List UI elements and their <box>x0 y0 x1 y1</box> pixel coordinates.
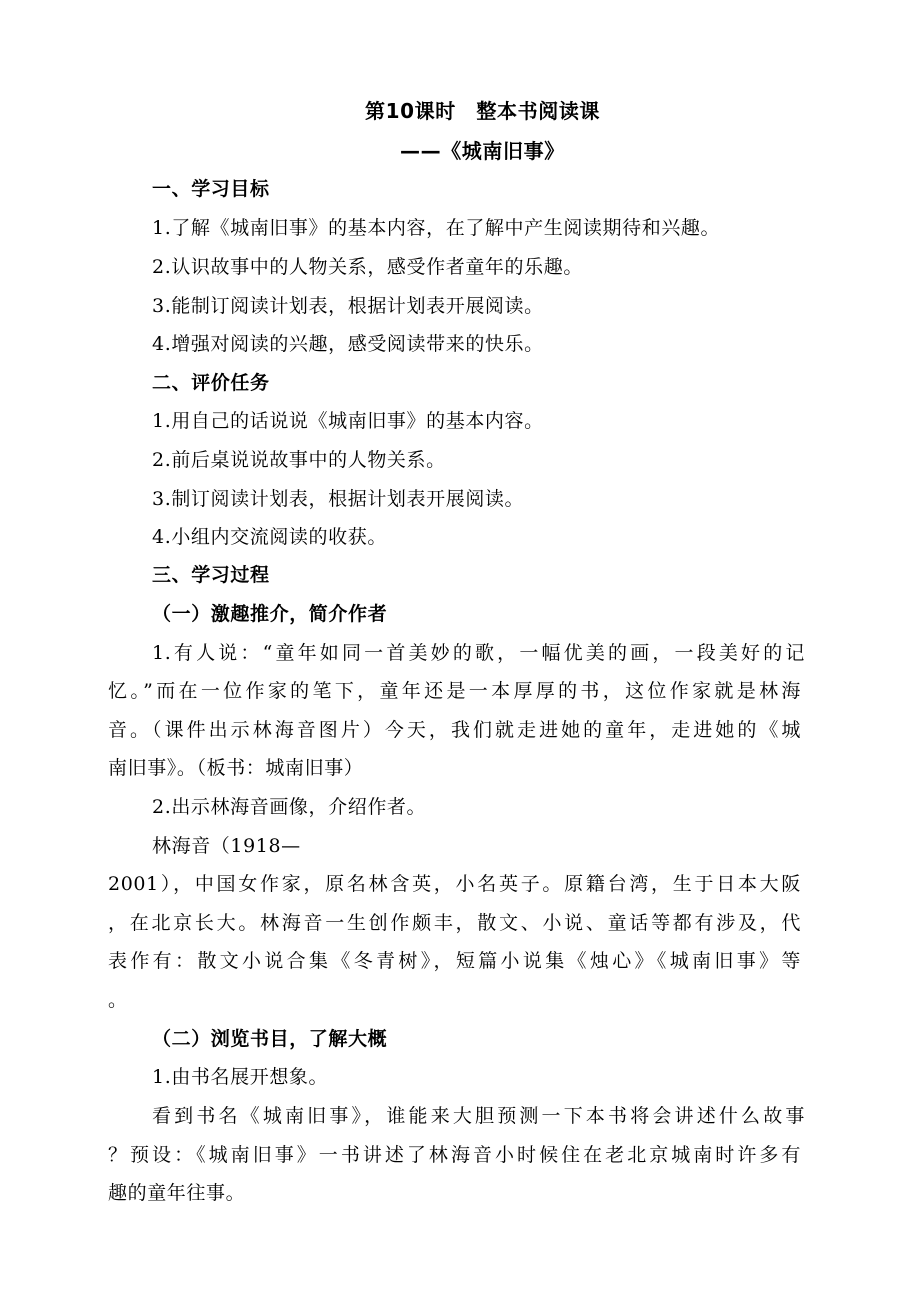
paragraph-line: 忆。”而在一位作家的笔下，童年还是一本厚厚的书，这位作家就是林海 <box>108 680 801 702</box>
paragraph-line: 1.有人说：“童年如同一首美妙的歌，一幅优美的画，一段美好的记 <box>152 642 805 664</box>
lesson-title: 第10课时 整本书阅读课 <box>365 99 601 123</box>
paragraph-line: 表作有：散文小说合集《冬青树》，短篇小说集《烛心》《城南旧事》等 <box>108 950 801 972</box>
paragraph-line: ？预设：《城南旧事》一书讲述了林海音小时候住在老北京城南时许多有 <box>108 1144 801 1166</box>
section-heading-evaluation: 二、评价任务 <box>152 372 270 394</box>
paragraph-line: 南旧事》。（板书：城南旧事） <box>108 757 364 779</box>
evaluation-item: 1.用自己的话说说《城南旧事》的基本内容。 <box>152 410 544 432</box>
paragraph-line: 2001），中国女作家，原名林含英，小名英子。原籍台湾，生于日本大阪 <box>108 873 801 895</box>
subsection-heading-intro: （一）激趣推介，简介作者 <box>152 603 388 625</box>
paragraph-line: 看到书名《城南旧事》，谁能来大胆预测一下本书将会讲述什么故事 <box>152 1105 805 1127</box>
paragraph-line: 2.出示林海音画像，介绍作者。 <box>152 796 427 818</box>
section-heading-objectives: 一、学习目标 <box>152 178 270 200</box>
lesson-subtitle: ——《城南旧事》 <box>400 139 565 163</box>
objective-item: 3.能制订阅读计划表，根据计划表开展阅读。 <box>152 295 544 317</box>
evaluation-item: 4.小组内交流阅读的收获。 <box>152 526 387 548</box>
evaluation-item: 3.制订阅读计划表，根据计划表开展阅读。 <box>152 488 525 510</box>
paragraph-line: 1.由书名展开想象。 <box>152 1066 329 1088</box>
section-heading-process: 三、学习过程 <box>152 564 270 586</box>
objective-item: 2.认识故事中的人物关系，感受作者童年的乐趣。 <box>152 256 583 278</box>
evaluation-item: 2.前后桌说说故事中的人物关系。 <box>152 449 446 471</box>
paragraph-line: ，在北京长大。林海音一生创作颇丰，散文、小说、童话等都有涉及，代 <box>108 912 801 934</box>
objective-item: 4.增强对阅读的兴趣，感受阅读带来的快乐。 <box>152 333 544 355</box>
subsection-heading-browse: （二）浏览书目，了解大概 <box>152 1028 388 1050</box>
paragraph-line: 林海音（1918— <box>152 835 301 857</box>
objective-item: 1.了解《城南旧事》的基本内容，在了解中产生阅读期待和兴趣。 <box>152 217 721 239</box>
paragraph-line: 趣的童年往事。 <box>108 1182 246 1204</box>
paragraph-line: 。 <box>108 989 128 1011</box>
paragraph-line: 音。（课件出示林海音图片）今天，我们就走进她的童年，走进她的《城 <box>108 719 801 741</box>
